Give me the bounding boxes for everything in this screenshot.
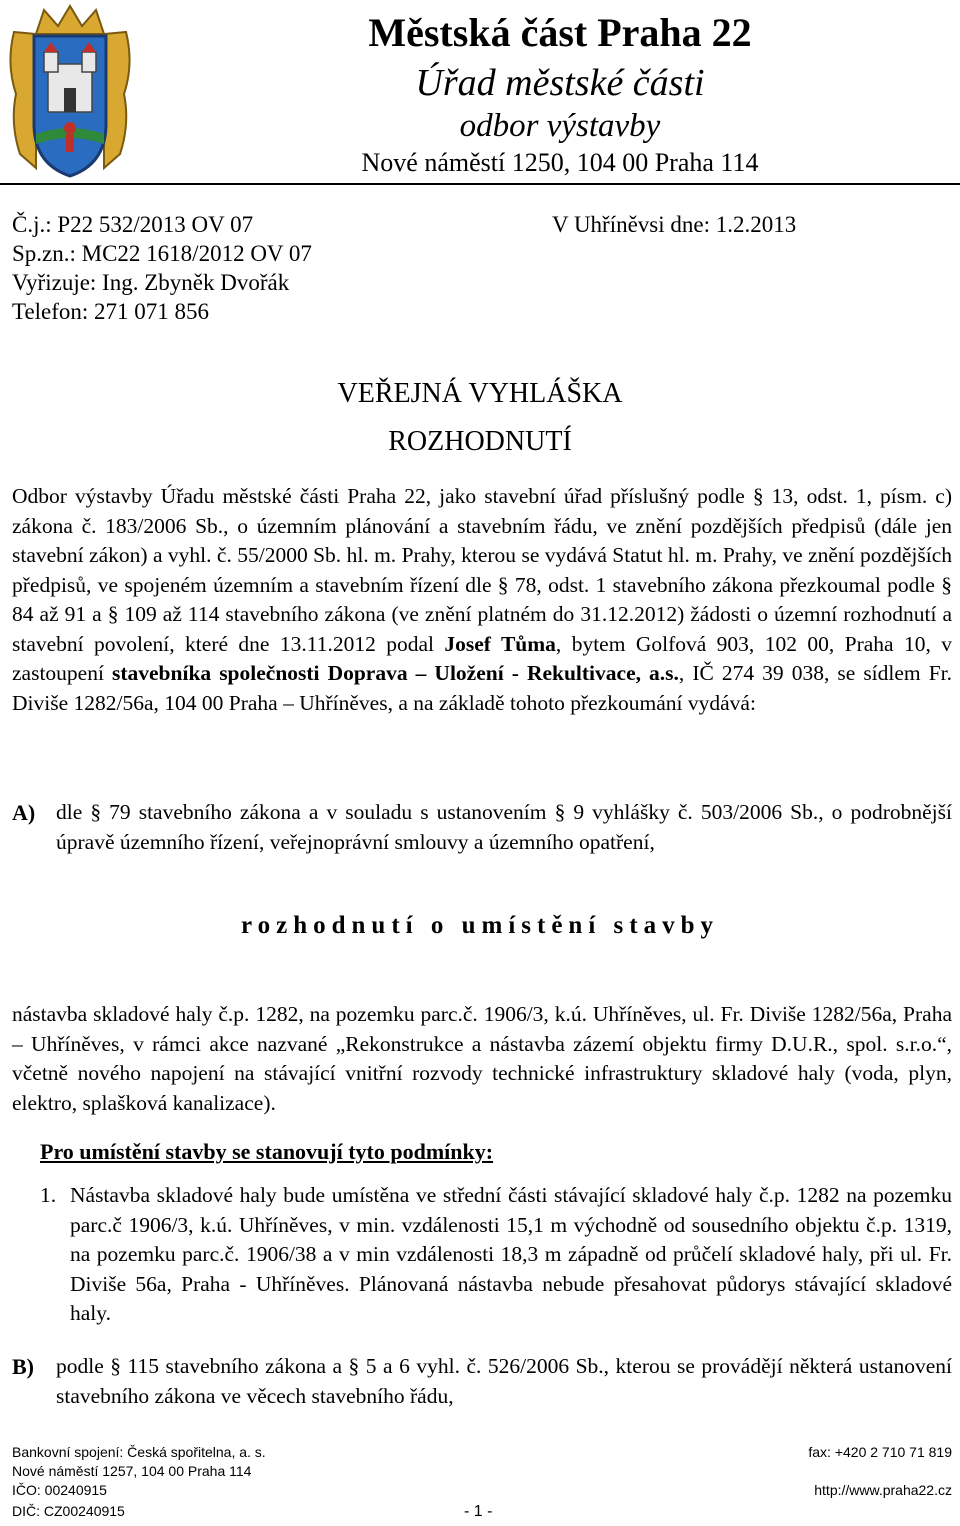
footer-fax: fax: +420 2 710 71 819 — [808, 1444, 952, 1460]
reference-number: Č.j.: P22 532/2013 OV 07 — [12, 212, 254, 237]
office-address: Nové náměstí 1250, 104 00 Praha 114 — [361, 148, 759, 177]
document-date: V Uhříněvsi dne: 1.2.2013 — [552, 212, 797, 237]
page-number: - 1 - — [464, 1503, 493, 1520]
intro-text-1: Odbor výstavby Úřadu městské části Praha 22, jako stavební úřad příslušný podle § 13, odst. 1, písm. c) zákona č. 183/2006 Sb., o územním plánování a stavebním řádu, ve znění pozdějších předpisů (dále jen stavební zákon) a vyhl. č. 55/2000 Sb. hl. m. Prahy, kterou se vydává Statut hl. m. Prahy, ve znění pozdějších předpisů, ve spojeném územním a stavebním řízení dle § 78, odst. 1 stavebního zákona přezkoumal podle § 84 až 91 a § 109 až 114 stavebního zákona (ve znění platném do 31.12.2012) žádosti o územní rozhodnutí a stavební povolení, které dne 13.11.2012 podal — [12, 484, 952, 656]
section-b-text: podle § 115 stavebního zákona a § 5 a 6 vyhl. č. 526/2006 Sb., kterou se provádějí některá ustanovení stavebního zákona ve věcech stavebního řádu, — [56, 1354, 952, 1408]
footer-ico: IČO: 00240915 — [12, 1482, 107, 1498]
intro-paragraph — [12, 482, 952, 718]
notice-title: VEŘEJNÁ VYHLÁŠKA — [337, 378, 623, 409]
decision-heading: ROZHODNUTÍ — [388, 426, 572, 457]
applicant-name: Josef Tůma — [444, 631, 556, 656]
section-b-label: B) — [12, 1354, 34, 1379]
footer-dic: DIČ: CZ00240915 — [12, 1503, 125, 1519]
conditions-heading: Pro umístění stavby se stanovují tyto podmínky: — [40, 1139, 494, 1164]
section-a-text: dle § 79 stavebního zákona a v souladu s ustanovením § 9 vyhlášky č. 503/2006 Sb., o podrobnější úpravě územního řízení, veřejnoprávní smlouvy a územního opatření, — [56, 800, 952, 854]
builder-company: stavebníka společnosti Doprava – Uložení - Rekultivace, a.s. — [111, 661, 679, 685]
intro-text-2: , bytem Golfová 903, 102 00, Praha 10, v zastoupení — [12, 631, 952, 685]
footer-website[interactable]: http://www.praha22.cz — [814, 1482, 952, 1498]
condition-text: Nástavba skladové haly bude umístěna ve střední části stávající skladové haly č.p. 1282 na pozemku parc.č 1906/3, k.ú. Uhříněves, v min. vzdálenosti 15,1 m východně od sousedního objektu č.p. 1319, na pozemku parc.č. 1906/38 a v min vzdálenosti 18,3 m západně od průčelí skladové haly, při ul. Fr. Diviše 56a, Praha - Uhříněves. Plánovaná nástavba nebude přesahovat půdorys stávající skladové haly. — [70, 1183, 952, 1325]
footer-bank: Bankovní spojení: Česká spořitelna, a. s. — [12, 1444, 266, 1460]
section-a-label: A) — [12, 800, 36, 825]
intro-text-3: , IČ 274 39 038, se sídlem Fr. Diviše 1282/56a, 104 00 Praha – Uhříněves, a na základě tohoto přezkoumání vydává: — [12, 661, 952, 715]
phone-number: Telefon: 271 071 856 — [12, 299, 210, 324]
header-divider — [0, 183, 960, 185]
file-number: Sp.zn.: MC22 1618/2012 OV 07 — [12, 241, 312, 266]
handled-by: Vyřizuje: Ing. Zbyněk Dvořák — [12, 270, 290, 295]
office-division: odbor výstavby — [459, 108, 661, 144]
decision-title: rozhodnutí o umístění stavby — [240, 912, 719, 939]
office-department: Úřad městské části — [415, 62, 705, 104]
office-name: Městská část Praha 22 — [368, 10, 752, 55]
footer-address: Nové náměstí 1257, 104 00 Praha 114 — [12, 1463, 252, 1479]
municipal-coat-of-arms — [6, 4, 134, 180]
building-description: nástavba skladové haly č.p. 1282, na pozemku parc.č. 1906/3, k.ú. Uhříněves, ul. Fr. Diviše 1282/56a, Praha – Uhříněves, v rámci akce nazvané „Rekonstrukce a nástavba zázemí objektu firmy D.U.R., spol. s.r.o.“, včetně nového napojení na stávající vnitřní rozvody technické infrastruktury skladové haly (voda, plyn, elektro, splašková kanalizace). — [12, 1002, 952, 1115]
condition-number: 1. — [40, 1183, 57, 1207]
